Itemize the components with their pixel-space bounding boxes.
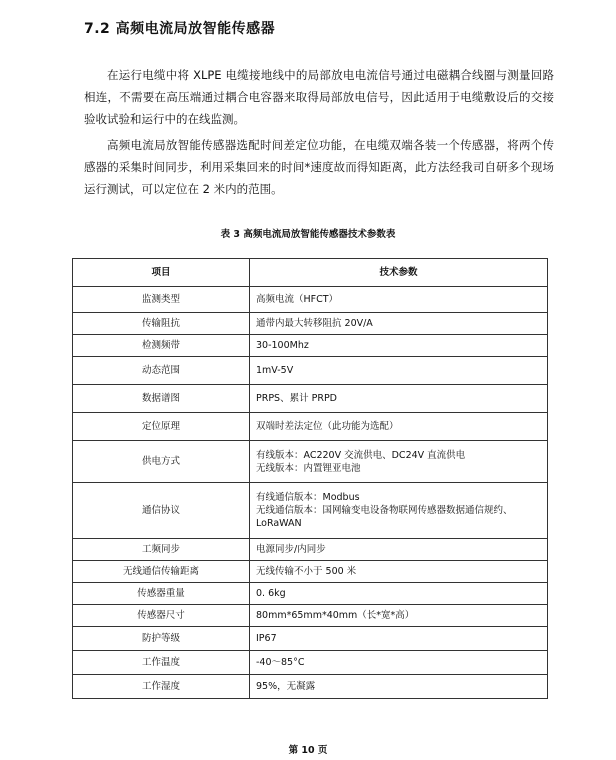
table-row bbox=[73, 539, 548, 561]
table-row bbox=[73, 441, 548, 483]
table-row bbox=[73, 313, 548, 335]
row-value: 0. 6kg bbox=[250, 583, 548, 605]
table-row bbox=[73, 627, 548, 651]
table-row bbox=[73, 483, 548, 539]
row-value: 95%，无凝露 bbox=[250, 675, 548, 699]
header-item: 项目 bbox=[73, 259, 250, 287]
table-caption: 表 3 高频电流局放智能传感器技术参数表 bbox=[220, 229, 396, 240]
row-value: PRPS、累计 PRPD bbox=[250, 385, 548, 413]
row-value: 高频电流（HFCT） bbox=[250, 287, 548, 313]
table-row bbox=[73, 357, 548, 385]
table-row bbox=[73, 651, 548, 675]
table-row bbox=[73, 385, 548, 413]
row-item: 动态范围 bbox=[73, 357, 250, 385]
row-value: 无线传输不小于 500 米 bbox=[250, 561, 548, 583]
row-item: 传输阻抗 bbox=[73, 313, 250, 335]
row-item: 传感器重量 bbox=[73, 583, 250, 605]
row-value: 通带内最大转移阻抗 20V/A bbox=[250, 313, 548, 335]
row-value bbox=[250, 483, 548, 539]
row-value: 双端时差法定位（此功能为选配） bbox=[250, 413, 548, 441]
table-row bbox=[73, 675, 548, 699]
paragraph-2: 高频电流局放智能传感器选配时间差定位功能，在电缆双端各装一个传感器，将两个传感器的采集时间同步，利用采集回来的时间*速度故而得知距离，此方法经我司自研多个现场运行测试，可以定位在 2 米内的范围。 bbox=[84, 138, 554, 196]
row-item: 检测频带 bbox=[73, 335, 250, 357]
row-value-line: 有线版本：AC220V 交流供电、DC24V 直流供电 bbox=[256, 449, 466, 461]
row-value: -40～85°C bbox=[250, 651, 548, 675]
page-number: 第 10 页 bbox=[288, 745, 328, 756]
row-item: 防护等级 bbox=[73, 627, 250, 651]
row-value: 1mV-5V bbox=[250, 357, 548, 385]
paragraph-1: 在运行电缆中将 XLPE 电缆接地线中的局部放电电流信号通过电磁耦合线圈与测量回路相连，不需要在高压端通过耦合电容器来取得局部放电信号，因此适用于电缆敷设后的交接验收试验和运行中的在线监测。 bbox=[84, 68, 554, 126]
header-value: 技术参数 bbox=[250, 259, 548, 287]
row-item: 监测类型 bbox=[73, 287, 250, 313]
row-value: 80mm*65mm*40mm（长*宽*高） bbox=[250, 605, 548, 627]
table-row bbox=[73, 335, 548, 357]
table-row bbox=[73, 583, 548, 605]
table-row bbox=[73, 413, 548, 441]
row-value-line: 无线通信版本：国网输变电设备物联网传感器数据通信规约、LoRaWAN bbox=[256, 505, 513, 529]
table-header-row bbox=[73, 259, 548, 287]
row-value: 电源同步/内同步 bbox=[250, 539, 548, 561]
table-row bbox=[73, 287, 548, 313]
spec-table bbox=[72, 258, 548, 699]
row-item: 供电方式 bbox=[73, 441, 250, 483]
row-item: 数据谱图 bbox=[73, 385, 250, 413]
row-value-line: 无线版本：内置锂亚电池 bbox=[256, 462, 361, 474]
row-item: 无线通信传输距离 bbox=[73, 561, 250, 583]
row-item: 传感器尺寸 bbox=[73, 605, 250, 627]
row-item: 定位原理 bbox=[73, 413, 250, 441]
row-value-line: 有线通信版本：Modbus bbox=[256, 492, 360, 503]
row-value: IP67 bbox=[250, 627, 548, 651]
table-row bbox=[73, 605, 548, 627]
section-heading: 7.2 高频电流局放智能传感器 bbox=[84, 21, 276, 37]
row-value: 30-100Mhz bbox=[250, 335, 548, 357]
row-item: 工作温度 bbox=[73, 651, 250, 675]
table-row bbox=[73, 561, 548, 583]
row-item: 通信协议 bbox=[73, 483, 250, 539]
row-item: 工作湿度 bbox=[73, 675, 250, 699]
row-value bbox=[250, 441, 548, 483]
row-item: 工频同步 bbox=[73, 539, 250, 561]
